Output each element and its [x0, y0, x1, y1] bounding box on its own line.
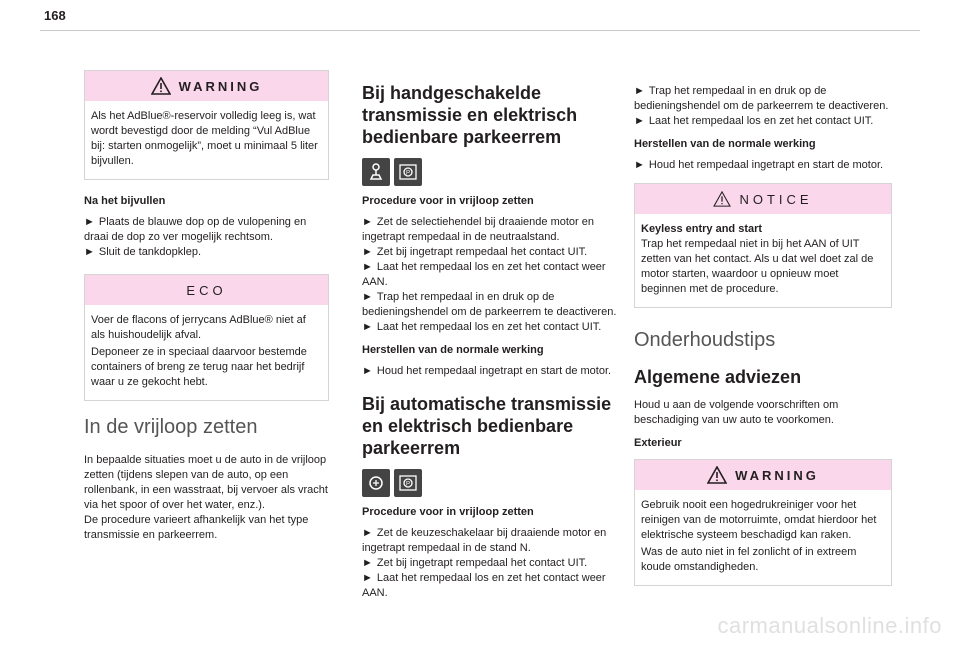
procedure-heading: Procedure voor in vrijloop zetten — [362, 195, 534, 207]
step-item: ► Houd het rempedaal ingetrapt en start de motor. — [362, 365, 612, 377]
step-item: ► Plaats de blauwe dop op de vulopening en draai de dop zo ver mogelijk rechtsom. — [84, 216, 307, 243]
step-item: ► Zet bij ingetrapt rempedaal het contact UIT. — [362, 557, 588, 569]
warning-text: Als het AdBlue®-reservoir volledig leeg is, wat wordt bevestigd door de melding “Vul AdBlue bij: starten onmogelijk”, moet u minimaal 5 liter bijvullen. — [91, 110, 318, 167]
restore-heading: Herstellen van de normale werking — [362, 344, 544, 356]
section-title: Onderhoudstips — [634, 329, 776, 351]
step-item: ► Laat het rempedaal los en zet het contact UIT. — [634, 115, 874, 127]
bullet-arrow-icon: ► — [634, 85, 645, 97]
step-item: ► Zet de selectiehendel bij draaiende motor en ingetrapt rempedaal in de neutraalstand. — [362, 216, 594, 243]
notice-box — [634, 183, 892, 308]
bullet-arrow-icon: ► — [362, 365, 373, 377]
bullet-arrow-icon: ► — [634, 159, 645, 171]
bullet-arrow-icon: ► — [362, 216, 373, 228]
step-item: ► Laat het rempedaal los en zet het contact weer AAN. — [362, 261, 606, 288]
notice-triangle-icon — [713, 191, 731, 207]
notice-subtitle: Keyless entry and start — [641, 223, 763, 235]
warning-box — [84, 70, 329, 180]
eco-title: ECO — [186, 282, 227, 298]
step-item: ► Sluit de tankdopklep. — [84, 246, 202, 258]
step-item: ► Zet bij ingetrapt rempedaal het contact UIT. — [362, 246, 588, 258]
step-item: ► Trap het rempedaal in en druk op de bedieningshendel om de parkeerrem te deactiveren. — [362, 291, 617, 318]
bullet-arrow-icon: ► — [362, 527, 373, 539]
notice-text: Trap het rempedaal niet in bij het AAN of UIT zetten van het contact. Als u dat wel doet zal de motor starten, waardoor u opnieuw moet beginnen met de procedure. — [641, 238, 874, 295]
step-item: ► Houd het rempedaal ingetrapt en start de motor. — [634, 159, 884, 171]
section-title: In de vrijloop zetten — [84, 416, 258, 438]
column-left — [84, 70, 329, 547]
bullet-arrow-icon: ► — [362, 321, 373, 333]
watermark: carmanualsonline.info — [717, 613, 942, 638]
bullet-arrow-icon: ► — [362, 291, 373, 303]
auto-selector-icon — [362, 469, 390, 497]
section-heading: Bij automatische transmissie en elektrisch bedienbare parkeerrem — [362, 394, 612, 458]
paragraph: De procedure varieert afhankelijk van het type transmissie en parkeerrem. — [84, 514, 309, 541]
header-rule — [40, 30, 920, 31]
notice-header — [635, 184, 891, 214]
parking-brake-icon — [394, 158, 422, 186]
bullet-arrow-icon: ► — [84, 216, 95, 228]
warning-triangle-icon — [707, 466, 727, 484]
bullet-arrow-icon: ► — [362, 557, 373, 569]
bullet-arrow-icon: ► — [634, 115, 645, 127]
warning-header — [85, 71, 328, 101]
section-subheading: Na het bijvullen — [84, 195, 166, 207]
page-number: 168 — [44, 8, 66, 23]
section-subheading: Exterieur — [634, 437, 682, 449]
restore-heading: Herstellen van de normale werking — [634, 138, 816, 150]
bullet-arrow-icon: ► — [362, 261, 373, 273]
paragraph: Houd u aan de volgende voorschriften om beschadiging van uw auto te voorkomen. — [634, 399, 839, 426]
column-middle — [362, 82, 620, 601]
bullet-arrow-icon: ► — [362, 246, 373, 258]
warning-text: Gebruik nooit een hogedrukreiniger voor het reinigen van de motorruimte, omdat hierdoor het elektrische systeem beschadigd kan raken. — [641, 499, 877, 541]
paragraph: In bepaalde situaties moet u de auto in de vrijloop zetten (tijdens slepen van de auto, op een rollenbank, in een wasstraat, bij vervoer als vracht via het spoor of over het water, enz.). — [84, 454, 328, 511]
warning-title: WARNING — [178, 78, 263, 94]
warning-triangle-icon — [151, 77, 171, 95]
step-item: ► Laat het rempedaal los en zet het contact weer AAN. — [362, 572, 606, 599]
procedure-heading: Procedure voor in vrijloop zetten — [362, 506, 534, 518]
section-heading: Algemene adviezen — [634, 367, 802, 387]
step-item: ► Laat het rempedaal los en zet het contact UIT. — [362, 321, 602, 333]
step-item: ► Zet de keuzeschakelaar bij draaiende motor en ingetrapt rempedaal in de stand N. — [362, 527, 607, 554]
eco-box — [84, 274, 329, 401]
warning-title: WARNING — [735, 467, 819, 483]
parking-brake-icon — [394, 469, 422, 497]
bullet-arrow-icon: ► — [84, 246, 95, 258]
eco-text: Deponeer ze in speciaal daarvoor bestemde containers of breng ze terug naar het bedrijf waar u ze gekocht hebt. — [91, 346, 307, 388]
svg-text:P: P — [405, 481, 411, 488]
bullet-arrow-icon: ► — [362, 572, 373, 584]
icon-row — [362, 469, 620, 497]
eco-header — [85, 275, 328, 305]
step-item: ► Trap het rempedaal in en druk op de bedieningshendel om de parkeerrem te deactiveren. — [634, 85, 889, 112]
warning-header — [635, 460, 891, 490]
notice-title: NOTICE — [739, 191, 813, 207]
warning-box — [634, 459, 892, 586]
eco-text: Voer de flacons of jerrycans AdBlue® niet af als huishoudelijk afval. — [91, 314, 306, 341]
icon-row — [362, 158, 620, 186]
section-heading: Bij handgeschakelde transmissie en elektrisch bedienbare parkeerrem — [362, 83, 578, 147]
svg-text:P: P — [405, 170, 411, 177]
gear-lever-icon — [362, 158, 390, 186]
column-right — [634, 84, 892, 600]
warning-text: Was de auto niet in fel zonlicht of in extreem koude omstandigheden. — [641, 546, 857, 573]
